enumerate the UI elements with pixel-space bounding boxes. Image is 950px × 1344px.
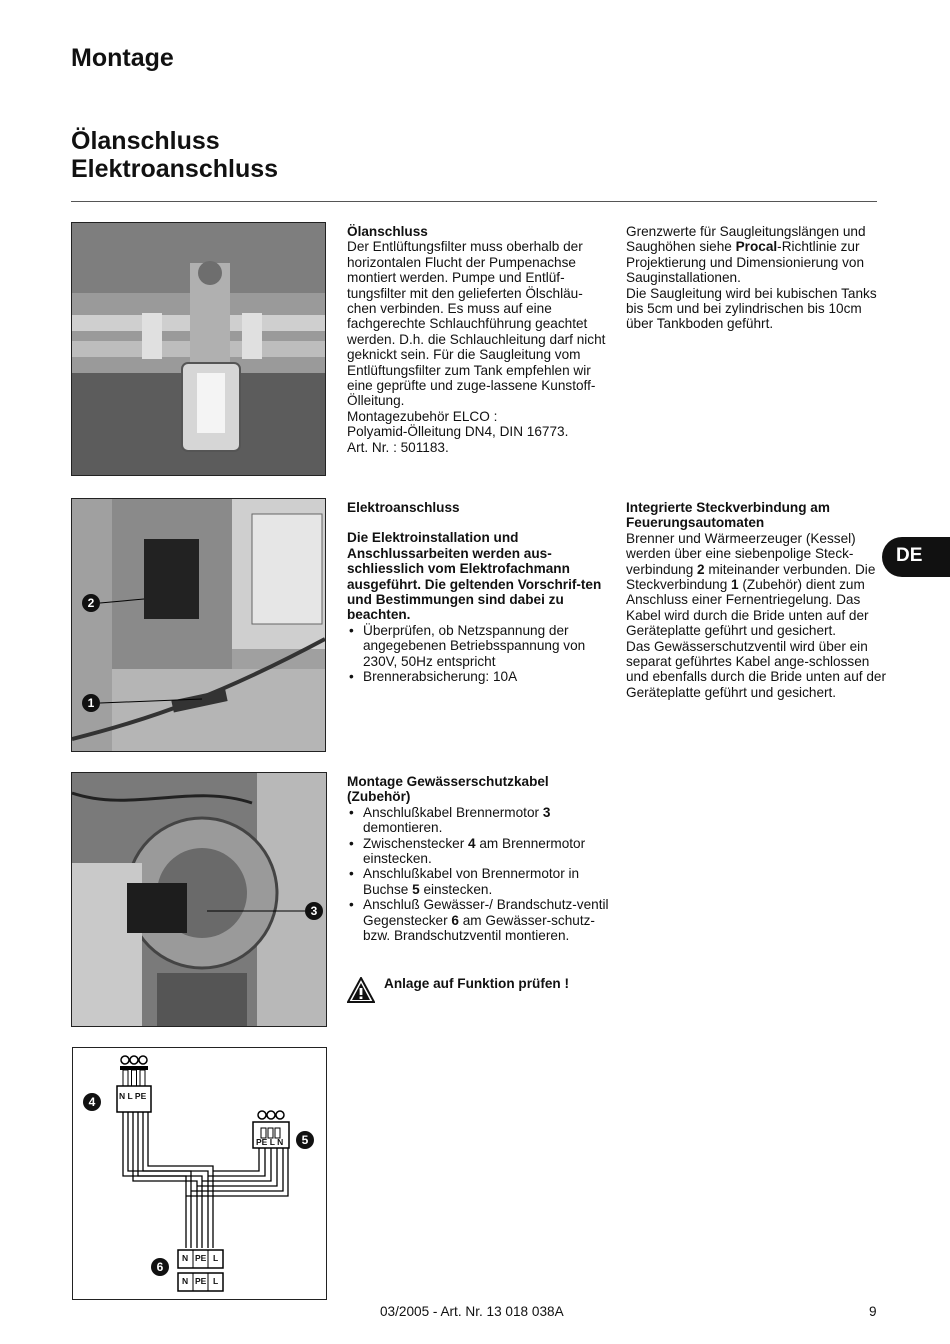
oil-filter-photo xyxy=(71,222,326,476)
step-text: Anschlußkabel Brennermotor xyxy=(363,804,543,820)
language-tab-label: DE xyxy=(896,545,923,566)
procal-term: Procal xyxy=(735,239,778,255)
ref-number: 2 xyxy=(697,561,705,577)
oil-limits-text xyxy=(626,224,888,332)
plug-6-pin-l: L xyxy=(213,1253,219,1263)
callout-badge-3: 3 xyxy=(305,902,323,920)
plug-para-b: miteinander verbunden. Die Steckverbindung xyxy=(626,561,876,593)
step-text: Anschlußkabel von Brennermotor in Buchse xyxy=(363,866,580,897)
cable-steps xyxy=(347,805,609,944)
step-text: einstecken. xyxy=(419,881,493,897)
plug-para-a: Brenner und Wärmeerzeuger (Kessel) werden über eine siebenpolige Steck-verbindung xyxy=(626,530,856,577)
elec-warning: Die Elektroinstallation und Anschlussarbeiten werden aus-schliesslich vom Elektrofachmann ausgeführt. Die geltenden Vorschrif-ten und Bestimmungen sind dabei zu beachten. xyxy=(347,530,602,623)
step-text: Zwischenstecker xyxy=(363,835,469,851)
oil-accessory-3: Art. Nr. : 501183. xyxy=(347,439,449,455)
step-text: demontieren. xyxy=(363,820,443,836)
ref-number: 4 xyxy=(468,835,476,851)
plug-4-icon xyxy=(117,1056,151,1112)
ref-number: 5 xyxy=(412,881,420,897)
plug-connection-heading: Integrierte Steckverbindung am Feuerungsautomaten xyxy=(626,500,830,531)
header-rule xyxy=(71,201,877,202)
oil-limits-post: -Richtlinie zur Projektierung und Dimensionierung von Sauginstallationen. xyxy=(626,239,865,286)
ref-number: 6 xyxy=(451,912,459,928)
warning-icon xyxy=(347,977,375,1003)
plug-6b-pin-l: L xyxy=(213,1276,219,1286)
plug-6b-pin-pe: PE xyxy=(195,1276,207,1286)
callout-badge-4: 4 xyxy=(83,1093,101,1111)
oil-accessory-2: Polyamid-Ölleitung DN4, DIN 16773. xyxy=(347,424,569,440)
plug-6-pin-n: N xyxy=(182,1253,189,1263)
function-check-note xyxy=(347,975,617,1005)
motor-photo xyxy=(71,772,327,1027)
step-text: Anschluß Gewässer-/ Brandschutz-ventil Gegenstecker xyxy=(363,897,609,928)
elec-heading: Elektroanschluss xyxy=(347,500,460,515)
list-item xyxy=(347,805,609,836)
cable-heading: Montage Gewässerschutzkabel (Zubehör) xyxy=(347,774,549,805)
plug-6-pin-pe: PE xyxy=(195,1253,207,1263)
function-check-text: Anlage auf Funktion prüfen ! xyxy=(384,976,570,991)
list-item xyxy=(347,836,609,867)
wiring-diagram xyxy=(72,1047,327,1300)
elec-checklist xyxy=(347,623,609,685)
oil-suction-para: Die Saugleitung wird bei kubischen Tanks bis 5cm und bei zylindrischen bis 10cm über Tankboden geführt. xyxy=(626,285,877,332)
language-tab xyxy=(882,537,950,577)
oil-body: Der Entlüftungsfilter muss oberhalb der horizontalen Flucht der Pumpenachse montiert werden. Pumpe und Entlüf-tungsfilter mit den gelieferten Ölschläu-chen verbinden. Es muss auf eine fachgerechte Schlauchführung geachtet werden. D.h. die Schlauchleitung darf nicht geknickt sein. Für die Saugleitung vom Entlüftungsfilter zum Tank empfehlen wir eine geprüfte und zuge-lassene Kunstoff-Ölleitung. xyxy=(347,239,606,409)
list-item xyxy=(347,866,609,897)
plug-connection-text xyxy=(626,500,888,700)
section-title-line2: Elektroanschluss xyxy=(71,155,279,183)
plug-5-pin-label: PE L N xyxy=(256,1137,284,1147)
section-title-line1: Ölanschluss xyxy=(71,127,220,155)
oil-heading: Ölanschluss xyxy=(347,224,428,239)
plug-6b-pin-n: N xyxy=(182,1276,189,1286)
step-text: am Brennermotor einstecken. xyxy=(363,835,586,867)
section-title xyxy=(71,127,278,183)
plug-para-c: (Zubehör) dient zum Anschluss einer Fernentriegelung. Das Kabel wird durch die Bride unten auf der Geräteplatte geführt und gesichert. xyxy=(626,577,869,639)
elec-text xyxy=(347,500,609,684)
callout-badge-1: 1 xyxy=(82,694,100,712)
callout-badge-5: 5 xyxy=(296,1131,314,1149)
page-title: Montage xyxy=(71,44,174,72)
callout-badge-2: 2 xyxy=(82,594,100,612)
cable-mounting-text xyxy=(347,774,609,943)
oil-text xyxy=(347,224,609,455)
oil-limits-pre: Grenzwerte für Saugleitungslängen und Saughöhen siehe xyxy=(626,224,866,255)
list-item xyxy=(347,897,609,943)
page-number: 9 xyxy=(869,1304,877,1319)
step-text: am Gewässer-schutz- bzw. Brandschutzventil montieren. xyxy=(363,912,595,944)
oil-limits-para xyxy=(626,224,888,286)
plug-connection-para xyxy=(626,531,888,639)
valve-cable-para: Das Gewässerschutzventil wird über ein separat geführtes Kabel ange-schlossen und ebenfalls durch die Bride unten auf der Geräteplatte geführt und gesichert. xyxy=(626,638,886,700)
connector-photo xyxy=(71,498,326,752)
callout-badge-6: 6 xyxy=(151,1258,169,1276)
footer-article-number: 03/2005 - Art. Nr. 13 018 038A xyxy=(380,1304,564,1319)
oil-accessory-1: Montagezubehör ELCO : xyxy=(347,408,498,424)
list-item: • Brennerabsicherung: 10A xyxy=(347,669,609,684)
list-item: • Überprüfen, ob Netzspannung der angegebenen Betriebsspannung von 230V, 50Hz entspricht xyxy=(347,623,609,669)
ref-number: 1 xyxy=(731,577,739,593)
ref-number: 3 xyxy=(542,804,551,820)
plug-4-pin-label: N L PE xyxy=(119,1091,147,1101)
